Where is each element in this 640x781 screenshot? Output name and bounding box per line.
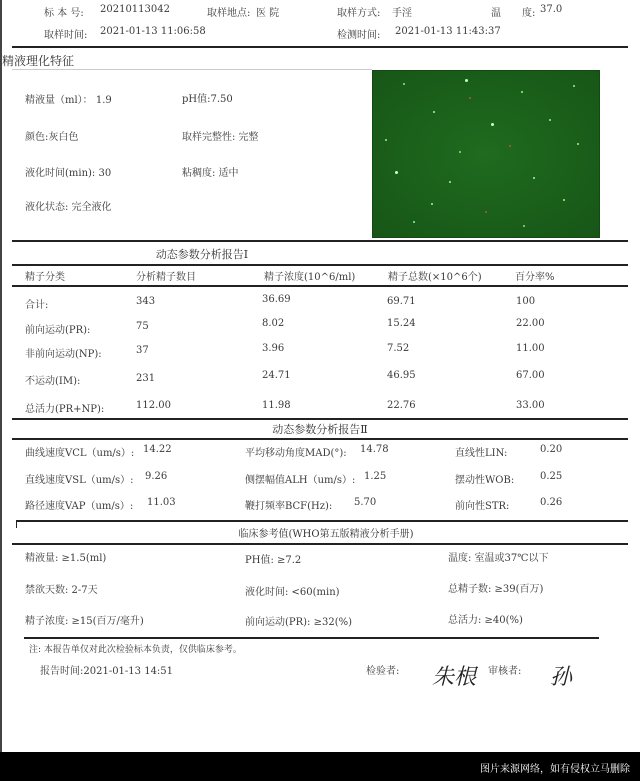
report2-header-bottom (12, 438, 628, 440)
vap-label: 路径速度VAP（um/s）: (25, 501, 134, 512)
page-left-border (0, 0, 2, 752)
inspector-label: 检验者: (366, 666, 400, 677)
col-header-percentage: 百分率% (515, 272, 555, 283)
wob-label: 摆动性WOB: (455, 475, 515, 486)
semen-volume: 精液量（ml）： 1.9 (25, 95, 112, 106)
reviewer-label: 审核者: (488, 666, 522, 677)
sample-integrity: 取样完整性: 完整 (182, 132, 259, 143)
report1-title: 动态参数分析报告Ⅰ (155, 248, 249, 261)
alh-label: 侧摆幅值ALH（um/s）: (245, 475, 356, 486)
row-count: 343 (136, 296, 156, 307)
wob-value: 0.25 (540, 471, 563, 482)
row-pct: 67.00 (516, 370, 545, 381)
report1-bottom (12, 418, 628, 420)
location: 医 院 (256, 8, 280, 19)
sample-time: 2021-01-13 11:06:58 (100, 26, 206, 37)
str-value: 0.26 (540, 497, 563, 508)
col-header-category: 精子分类 (25, 272, 65, 283)
row-name: 非前向运动(NP): (25, 349, 102, 360)
footer-divider (24, 637, 599, 639)
ref-liquefaction: 液化时间: <60(min) (245, 587, 340, 598)
ref-total-motility: 总活力: ≥40(%) (448, 615, 523, 626)
test-time: 2021-01-13 11:43:37 (395, 26, 501, 37)
vcl-value: 14.22 (143, 444, 172, 455)
ph-value: pH值:7.50 (182, 94, 233, 105)
ref-ph: PH值: ≥7.2 (245, 555, 302, 566)
reference-title: 临床参考值(WHO第五版精液分析手册) (238, 529, 414, 540)
row-conc: 11.98 (262, 400, 291, 411)
vap-value: 11.03 (147, 497, 176, 508)
physchem-title-underline (12, 69, 372, 70)
vsl-label: 直线速度VSL（um/s）: (25, 475, 134, 486)
lin-label: 直线性LIN: (455, 448, 508, 459)
color: 颜色:灰白色 (25, 132, 79, 143)
mad-label: 平均移动角度MAD(°): (245, 448, 347, 459)
microscope-image (372, 70, 600, 238)
report2-title: 动态参数分析报告Ⅱ (272, 423, 368, 436)
reference-top (16, 520, 628, 522)
reviewer-signature: 孙 (550, 665, 573, 690)
temperature: 37.0 (540, 4, 563, 15)
row-count: 231 (136, 373, 156, 384)
row-total: 69.71 (387, 296, 416, 307)
row-total: 7.52 (387, 343, 410, 354)
report1-header-bottom (12, 285, 628, 287)
location-label: 取样地点: (207, 8, 251, 19)
inspector-signature: 朱根 (432, 665, 477, 690)
disclaimer-note: 注: 本报告单仅对此次检验标本负责，仅供临床参考。 (29, 645, 242, 655)
row-total: 22.76 (387, 400, 416, 411)
row-conc: 8.02 (262, 318, 285, 329)
watermark-text: 图片来源网络，如有侵权立马删除 (480, 764, 630, 775)
watermark-bar (0, 752, 640, 781)
test-time-label: 检测时间: (337, 30, 381, 41)
row-conc: 36.69 (262, 294, 291, 305)
str-label: 前向性STR: (455, 501, 510, 512)
ref-total-count: 总精子数: ≥39(百万) (448, 584, 544, 595)
reference-header-bottom (12, 543, 628, 545)
reference-corner (16, 520, 17, 528)
bcf-value: 5.70 (354, 497, 377, 508)
temp-label: 温 (491, 8, 501, 19)
row-pct: 22.00 (516, 318, 545, 329)
temp-label-2: 度: (522, 8, 536, 19)
header-divider (12, 46, 628, 48)
physchem-title: 精液理化特征 (2, 54, 75, 68)
col-header-concentration: 精子浓度(10^6/ml) (264, 272, 356, 283)
row-conc: 24.71 (262, 370, 291, 381)
liquefaction-time: 液化时间(min): 30 (25, 168, 112, 179)
row-count: 37 (136, 345, 149, 356)
row-total: 46.95 (387, 370, 416, 381)
bcf-label: 鞭打频率BCF(Hz): (245, 501, 333, 512)
vcl-label: 曲线速度VCL（um/s）: (25, 448, 135, 459)
viscosity: 粘稠度: 适中 (182, 168, 239, 179)
row-count: 75 (136, 321, 149, 332)
alh-value: 1.25 (364, 471, 387, 482)
specimen-no-label: 标 本 号: (44, 8, 84, 19)
liquefaction-state: 液化状态: 完全液化 (25, 202, 112, 213)
physchem-divider (12, 240, 628, 242)
ref-concentration: 精子浓度: ≥15(百万/毫升) (25, 616, 144, 627)
row-pct: 33.00 (516, 400, 545, 411)
row-count: 112.00 (136, 400, 171, 411)
row-pct: 100 (516, 296, 536, 307)
report-time: 报告时间:2021-01-13 14:51 (40, 666, 174, 677)
row-name: 总活力(PR+NP): (25, 404, 105, 415)
mad-value: 14.78 (360, 444, 389, 455)
ref-progressive: 前向运动(PR): ≥32(%) (245, 617, 353, 628)
row-name: 不运动(IM): (25, 376, 81, 387)
specimen-no: 20210113042 (100, 4, 170, 15)
row-total: 15.24 (387, 318, 416, 329)
sample-time-label: 取样时间: (44, 30, 88, 41)
ref-abstinence: 禁欲天数: 2-7天 (25, 585, 98, 596)
ref-temperature: 温度: 室温或37℃以下 (448, 553, 549, 564)
row-pct: 11.00 (516, 343, 545, 354)
ref-volume: 精液量: ≥1.5(ml) (25, 553, 107, 564)
row-name: 合计: (25, 300, 49, 311)
lin-value: 0.20 (540, 444, 563, 455)
report1-header-top (12, 264, 628, 266)
vsl-value: 9.26 (145, 471, 168, 482)
col-header-total: 精子总数(×10^6个) (388, 272, 482, 283)
method: 手淫 (392, 8, 412, 19)
row-name: 前向运动(PR): (25, 325, 91, 336)
row-conc: 3.96 (262, 343, 285, 354)
method-label: 取样方式: (337, 8, 381, 19)
col-header-count: 分析精子数目 (136, 272, 196, 283)
